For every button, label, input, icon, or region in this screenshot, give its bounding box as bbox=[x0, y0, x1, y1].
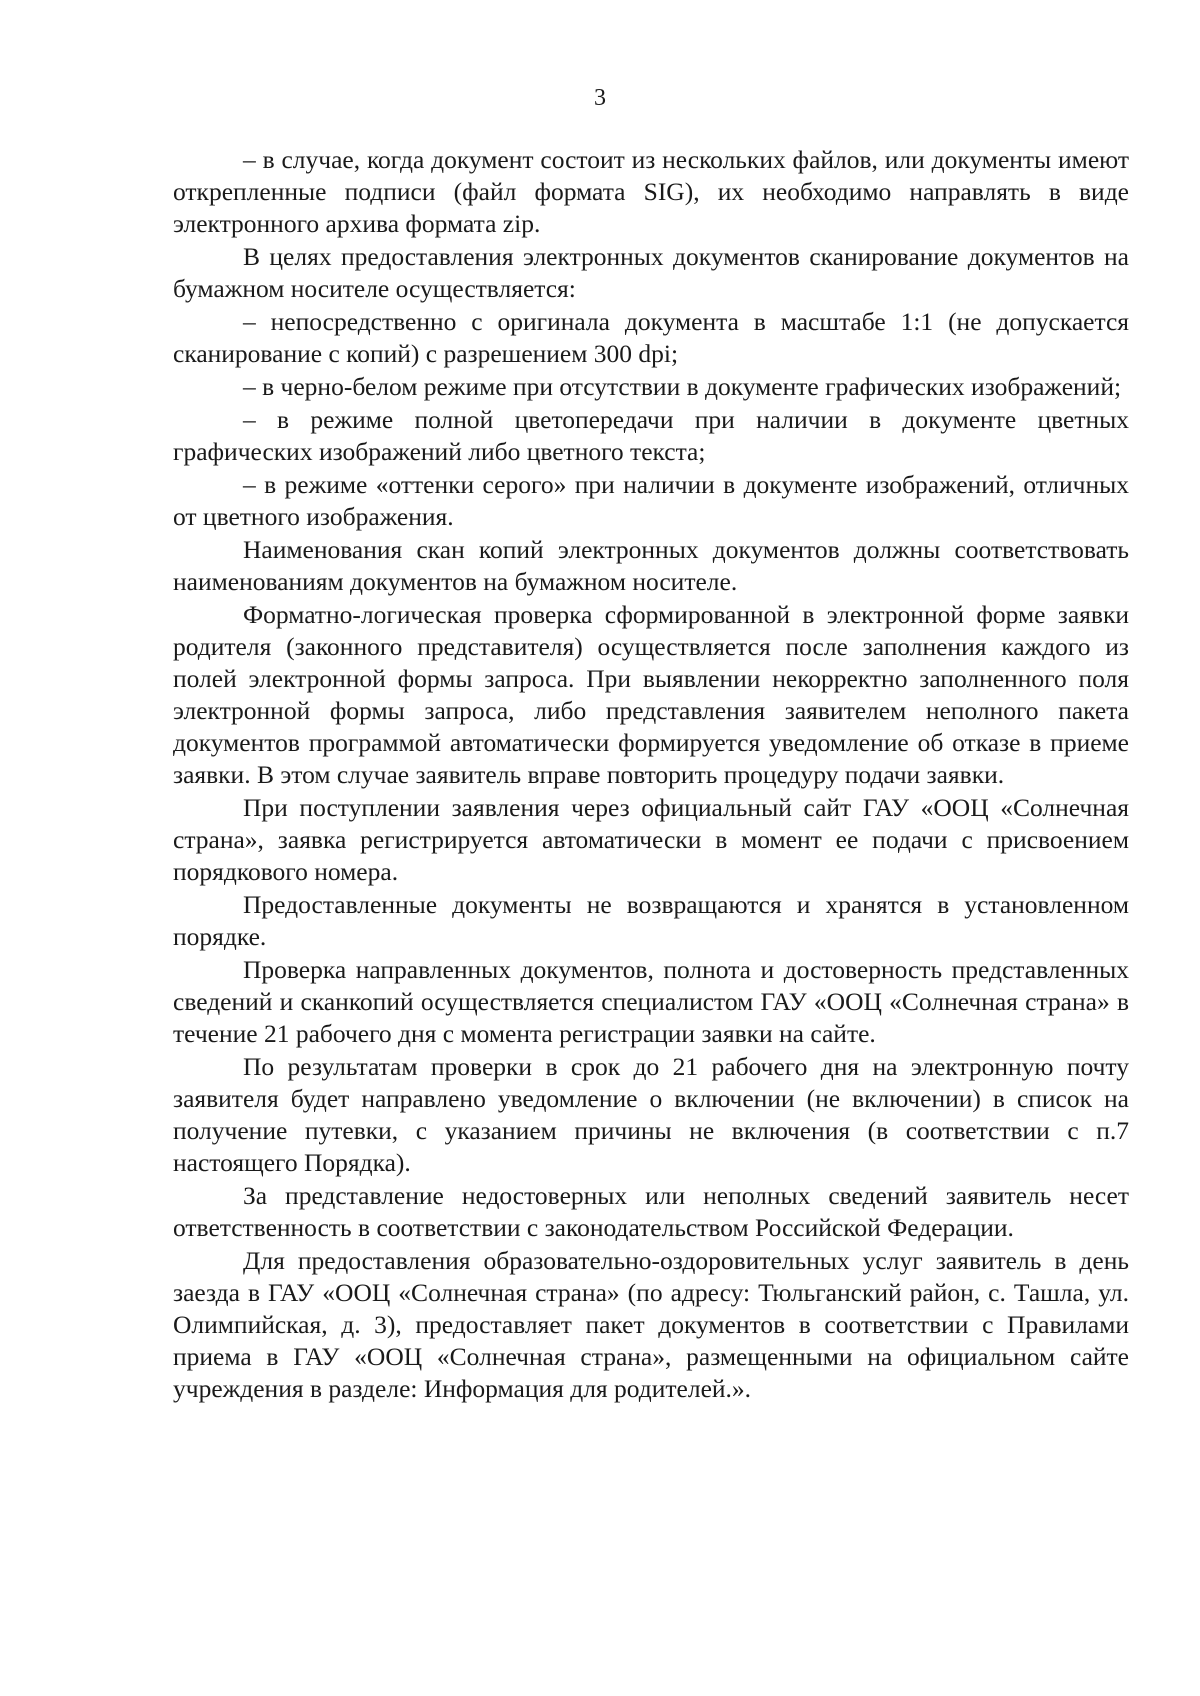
paragraph-notification: По результатам проверки в срок до 21 рабочего дня на электронную почту заявителя будет направлено уведомление о включении (не включении) в список на получение путевки, с указанием причины не включения (в соответствии с п.7 настоящего Порядка). bbox=[173, 1052, 1129, 1177]
paragraph-scan-color: – в режиме полной цветопередачи при наличии в документе цветных графических изображений либо цветного текста; bbox=[173, 405, 1129, 466]
paragraph-format-check: Форматно-логическая проверка сформированной в электронной форме заявки родителя (законного представителя) осуществляется после заполнения каждого из полей электронной формы запроса. При выявлении некорректно заполненного поля электронной формы запроса, либо представления заявителем неполного пакета документов программой автоматически формируется уведомление об отказе в приеме заявки. В этом случае заявитель вправе повторить процедуру подачи заявки. bbox=[173, 600, 1129, 789]
paragraph-site-registration: При поступлении заявления через официальный сайт ГАУ «ООЦ «Солнечная страна», заявка регистрируется автоматически в момент ее подачи с присвоением порядкового номера. bbox=[173, 793, 1129, 886]
paragraph-responsibility: За представление недостоверных или неполных сведений заявитель несет ответственность в соответствии с законодательством Российской Федерации. bbox=[173, 1181, 1129, 1242]
paragraph-arrival-documents: Для предоставления образовательно-оздоровительных услуг заявитель в день заезда в ГАУ «ООЦ «Солнечная страна» (по адресу: Тюльганский район, с. Ташла, ул. Олимпийская, д. 3), предоставляет пакет документов в соответствии с Правилами приема в ГАУ «ООЦ «Солнечная страна», размещенными на официальном сайте учреждения в разделе: Информация для родителей.». bbox=[173, 1246, 1129, 1403]
paragraph-scan-grayscale: – в режиме «оттенки серого» при наличии в документе изображений, отличных от цветного изображения. bbox=[173, 470, 1129, 531]
paragraph-documents-kept: Предоставленные документы не возвращаются и хранятся в установленном порядке. bbox=[173, 890, 1129, 951]
document-body bbox=[173, 144, 1129, 1405]
paragraph-scan-names: Наименования скан копий электронных документов должны соответствовать наименованиям документов на бумажном носителе. bbox=[173, 535, 1129, 596]
paragraph-scan-bw: – в черно-белом режиме при отсутствии в документе графических изображений; bbox=[243, 372, 1122, 401]
page-number: 3 bbox=[594, 85, 606, 111]
paragraph-zip-archive: – в случае, когда документ состоит из нескольких файлов, или документы имеют открепленные подписи (файл формата SIG), их необходимо направлять в виде электронного архива формата zip. bbox=[173, 145, 1129, 238]
paragraph-scanning-intro: В целях предоставления электронных документов сканирование документов на бумажном носителе осуществляется: bbox=[173, 242, 1129, 303]
paragraph-verification: Проверка направленных документов, полнота и достоверность представленных сведений и сканкопий осуществляется специалистом ГАУ «ООЦ «Солнечная страна» в течение 21 рабочего дня с момента регистрации заявки на сайте. bbox=[173, 955, 1129, 1048]
paragraph-scan-original: – непосредственно с оригинала документа в масштабе 1:1 (не допускается сканирование с копий) с разрешением 300 dpi; bbox=[173, 307, 1129, 368]
